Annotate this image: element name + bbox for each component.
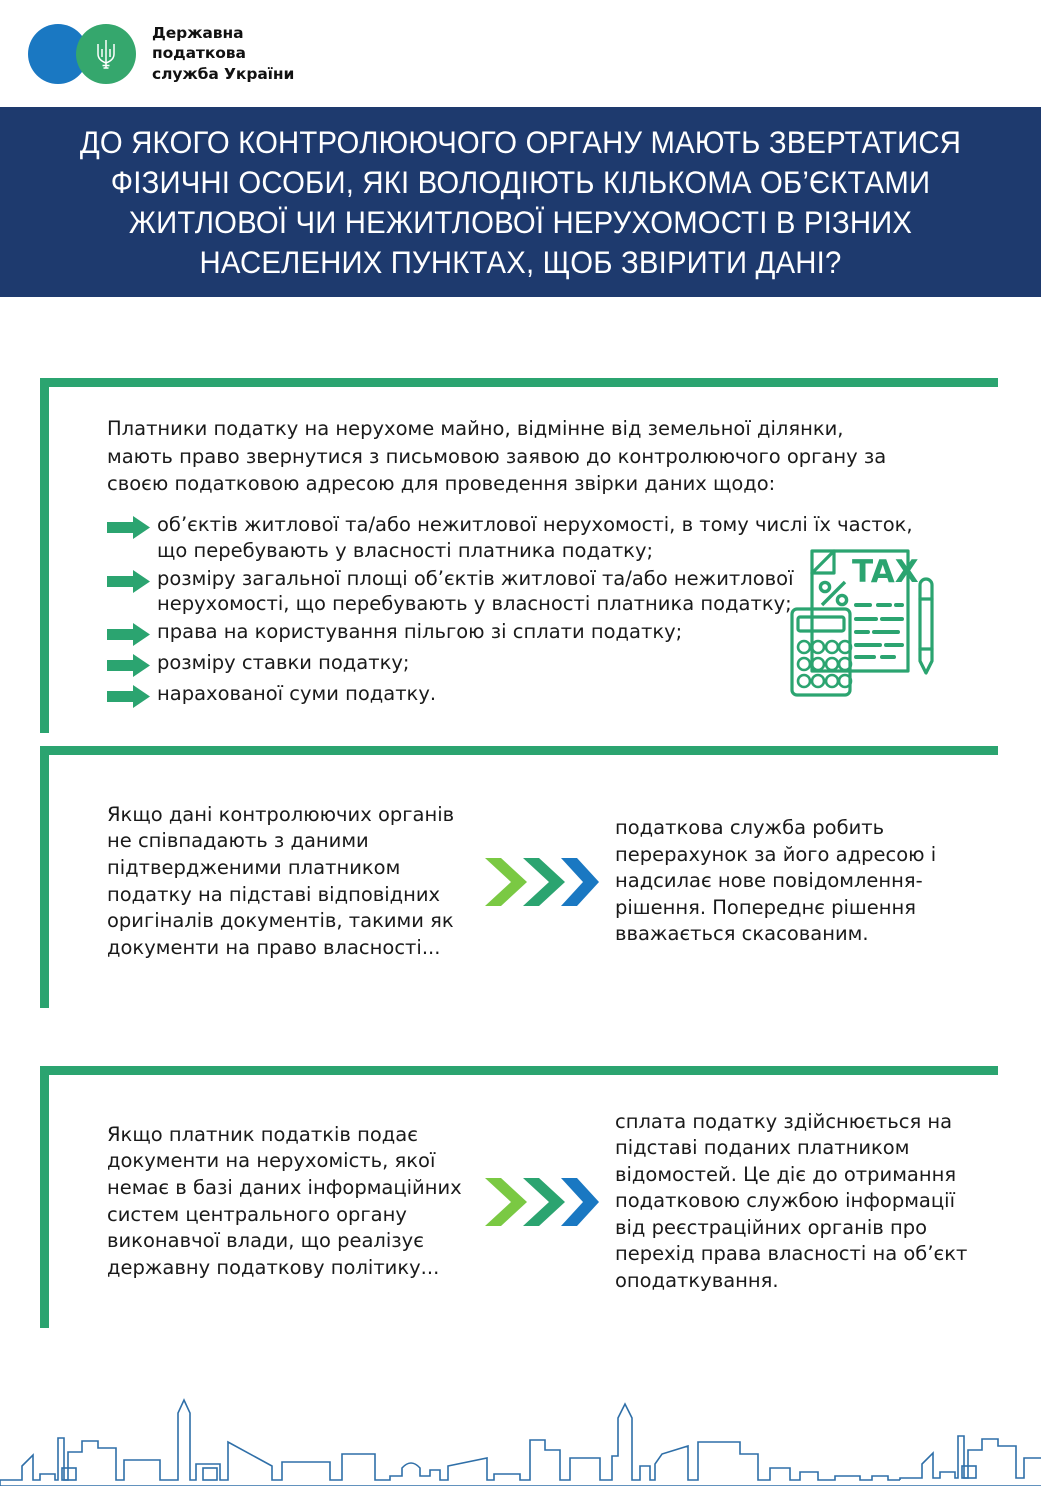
trident-emblem-icon (93, 37, 119, 71)
logo-wordmark (152, 23, 294, 84)
card-requirements-body (49, 387, 998, 733)
logo-marks (28, 24, 136, 84)
chevron-group (477, 1172, 607, 1232)
bullet-label: права на користування пільгою зі сплати податку; (157, 620, 683, 643)
header-banner (0, 107, 1041, 297)
logo-green-circle-icon (76, 24, 136, 84)
page-title: ДО ЯКОГО КОНТРОЛЮЮЧОГО ОРГАНУ МАЮТЬ ЗВЕРТАТИСЯ ФІЗИЧНІ ОСОБИ, ЯКІ ВОЛОДІЮТЬ КІЛЬКОМА ОБ’ЄКТАМИ ЖИТЛОВОЇ ЧИ НЕЖИТЛОВОЇ НЕРУХОМОСТІ В РІЗНИХ НАСЕЛЕНИХ ПУНКТАХ, ЩОБ ЗВІРИТИ ДАНІ? (79, 124, 962, 280)
arrow-right-icon (107, 568, 151, 595)
triple-chevron-right-icon (483, 1172, 601, 1232)
card-recalculation (40, 746, 998, 1008)
city-skyline-decoration (0, 1380, 1041, 1486)
arrow-right-icon (107, 652, 151, 679)
card3-condition-text: Якщо платник податків подає документи на нерухомість, якої немає в базі даних інформаційних систем центрального органу виконавчої влади, що реалізує державну податкову політику... (107, 1122, 462, 1279)
chevron-group (477, 852, 607, 912)
card-missing-property-data (40, 1066, 998, 1328)
card-missing-property-body (49, 1075, 998, 1328)
brand-logo-bar (0, 0, 1041, 107)
arrow-right-icon (107, 621, 151, 648)
arrow-right-icon (107, 683, 151, 710)
logo-line-3: служба України (152, 64, 295, 83)
arrow-right-icon (107, 514, 151, 541)
card-recalculation-body (49, 755, 998, 1008)
card2-condition-text: Якщо дані контролюючих органів не співпадають з даними підтвердженими платником податку на підставі відповідних оригіналів документів, такими як документи на право власності... (107, 802, 455, 959)
card1-intro-text: Платники податку на нерухоме майно, відмінне від земельної ділянки, мають право звернутися з письмовою заявою до контролюючого органу за своєю податковою адресою для проведення звірки даних щодо: (107, 417, 887, 496)
card2-result-text: податкова служба робить перерахунок за його адресою і надсилає нове повідомлення-рішення. Попереднє рішення вважається скасованим. (615, 816, 937, 946)
tax-document-illustration (790, 537, 980, 702)
card-requirements (40, 378, 998, 733)
logo-line-2: податкова (152, 44, 246, 63)
card3-result-text: сплата податку здійснюється на підставі поданих платником відомостей. Це діє до отримання податковою службою інформації від реєстраційних органів про перехід права власності на об’єкт оподаткування. (615, 1109, 968, 1292)
tax-label: TAX (852, 554, 919, 590)
triple-chevron-right-icon (483, 852, 601, 912)
bullet-label: об’єктів житлової та/або нежитлової нерухомості, в тому числі їх часток, що перебувають у власності платника податку; (157, 513, 913, 562)
bullet-label: розміру ставки податку; (157, 651, 410, 674)
bullet-label: розміру загальної площі об’єктів житлової та/або нежитлової нерухомості, що перебувають у власності платника податку; (157, 566, 794, 616)
logo-line-1: Державна (152, 23, 244, 42)
bullet-label: нарахованої суми податку. (157, 682, 437, 705)
